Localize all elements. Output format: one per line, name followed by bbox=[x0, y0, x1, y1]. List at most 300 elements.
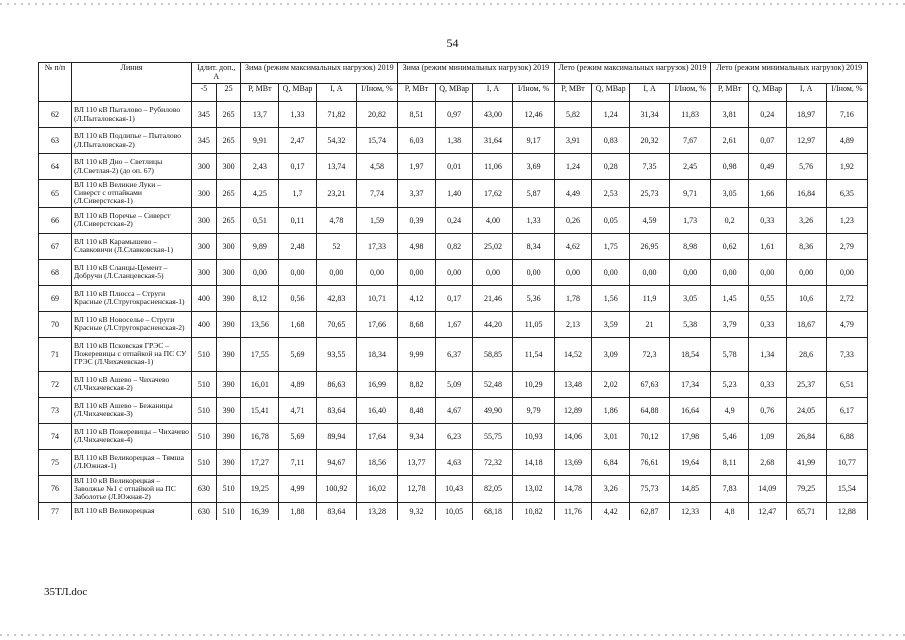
value-cell: 4,59 bbox=[630, 207, 670, 233]
value-cell: 4,58 bbox=[356, 154, 397, 180]
value-cell: 58,85 bbox=[473, 337, 513, 371]
row-number: 71 bbox=[39, 337, 72, 371]
table-row bbox=[39, 423, 868, 449]
line-name: ВЛ 110 кВ Ашево – Чихачево (Л.Чихачевская-2) bbox=[71, 371, 191, 397]
value-cell: 1,24 bbox=[554, 154, 592, 180]
value-cell: 4,42 bbox=[592, 503, 630, 520]
value-cell: 82,05 bbox=[473, 475, 513, 503]
value-cell: 6,51 bbox=[826, 371, 867, 397]
row-number: 64 bbox=[39, 154, 72, 180]
value-cell: 14,78 bbox=[554, 475, 592, 503]
line-name: ВЛ 110 кВ Дно – Светлицы (Л.Светлая-2) (до оп. 67) bbox=[71, 154, 191, 180]
value-cell: 3,91 bbox=[554, 128, 592, 154]
value-cell: 0,49 bbox=[748, 154, 786, 180]
row-number: 68 bbox=[39, 259, 72, 285]
value-cell: 0,82 bbox=[435, 233, 473, 259]
value-cell: 8,68 bbox=[398, 311, 436, 337]
subheader-cell: I, А bbox=[786, 84, 826, 102]
value-cell: 7,67 bbox=[670, 128, 711, 154]
value-cell: 1,59 bbox=[356, 207, 397, 233]
value-cell: 17,64 bbox=[356, 423, 397, 449]
idop-25: 390 bbox=[216, 337, 241, 371]
value-cell: 5,78 bbox=[711, 337, 749, 371]
value-cell: 6,03 bbox=[398, 128, 436, 154]
value-cell: 13,02 bbox=[513, 475, 554, 503]
value-cell: 2,47 bbox=[279, 128, 317, 154]
value-cell: 3,09 bbox=[592, 337, 630, 371]
value-cell: 5,36 bbox=[513, 285, 554, 311]
line-name: ВЛ 110 кВ Пыталово – Рубилово (Л.Пыталовская-1) bbox=[71, 102, 191, 128]
value-cell: 14,09 bbox=[748, 475, 786, 503]
value-cell: 15,74 bbox=[356, 128, 397, 154]
value-cell: 0,33 bbox=[748, 207, 786, 233]
value-cell: 0,00 bbox=[435, 259, 473, 285]
value-cell: 1,67 bbox=[435, 311, 473, 337]
value-cell: 1,86 bbox=[592, 397, 630, 423]
value-cell: 7,11 bbox=[279, 449, 317, 475]
value-cell: 1,23 bbox=[826, 207, 867, 233]
value-cell: 12,47 bbox=[748, 503, 786, 520]
subheader-cell: I/Iном, % bbox=[670, 84, 711, 102]
value-cell: 6,35 bbox=[826, 180, 867, 208]
value-cell: 14,18 bbox=[513, 449, 554, 475]
value-cell: 0,17 bbox=[435, 285, 473, 311]
value-cell: 0,24 bbox=[748, 102, 786, 128]
header-winter-max: Зима (режим максимальных нагрузок) 2019 bbox=[241, 63, 398, 84]
value-cell: 9,71 bbox=[670, 180, 711, 208]
value-cell: 1,34 bbox=[748, 337, 786, 371]
value-cell: 3,37 bbox=[398, 180, 436, 208]
header-summer-max: Лето (режим максимальных нагрузок) 2019 bbox=[554, 63, 711, 84]
value-cell: 18,67 bbox=[786, 311, 826, 337]
value-cell: 16,99 bbox=[356, 371, 397, 397]
value-cell: 1,56 bbox=[592, 285, 630, 311]
value-cell: 25,02 bbox=[473, 233, 513, 259]
value-cell: 1,61 bbox=[748, 233, 786, 259]
subheader-cell: P, МВт bbox=[554, 84, 592, 102]
idop-minus5: 630 bbox=[192, 475, 217, 503]
value-cell: 2,53 bbox=[592, 180, 630, 208]
value-cell: 20,82 bbox=[356, 102, 397, 128]
value-cell: 1,73 bbox=[670, 207, 711, 233]
idop-minus5: 510 bbox=[192, 371, 217, 397]
subheader-cell: Q, МВар bbox=[748, 84, 786, 102]
value-cell: 71,82 bbox=[316, 102, 356, 128]
value-cell: 25,37 bbox=[786, 371, 826, 397]
value-cell: 25,73 bbox=[630, 180, 670, 208]
table-row bbox=[39, 449, 868, 475]
value-cell: 3,01 bbox=[592, 423, 630, 449]
idop-25: 390 bbox=[216, 423, 241, 449]
idop-minus5: 300 bbox=[192, 207, 217, 233]
value-cell: 8,82 bbox=[398, 371, 436, 397]
line-name: ВЛ 110 кВ Сланцы-Цемент – Добручи (Л.Сланцевская-5) bbox=[71, 259, 191, 285]
value-cell: 5,82 bbox=[554, 102, 592, 128]
value-cell: 6,84 bbox=[592, 449, 630, 475]
value-cell: 70,65 bbox=[316, 311, 356, 337]
footer-filename: 35ТЛ.doc bbox=[44, 586, 88, 598]
scan-edge-top bbox=[0, 3, 905, 5]
value-cell: 26,95 bbox=[630, 233, 670, 259]
value-cell: 12,97 bbox=[786, 128, 826, 154]
value-cell: 5,69 bbox=[279, 423, 317, 449]
value-cell: 12,88 bbox=[826, 503, 867, 520]
header-num: № п/п bbox=[39, 63, 72, 102]
value-cell: 2,45 bbox=[670, 154, 711, 180]
value-cell: 72,32 bbox=[473, 449, 513, 475]
subheader-cell: I/Iном, % bbox=[826, 84, 867, 102]
value-cell: 21,46 bbox=[473, 285, 513, 311]
value-cell: 100,92 bbox=[316, 475, 356, 503]
value-cell: 17,66 bbox=[356, 311, 397, 337]
idop-minus5: 345 bbox=[192, 128, 217, 154]
value-cell: 26,84 bbox=[786, 423, 826, 449]
value-cell: 16,02 bbox=[356, 475, 397, 503]
line-name: ВЛ 110 кВ Ашево – Бежаницы (Л.Чихачевская-3) bbox=[71, 397, 191, 423]
row-number: 75 bbox=[39, 449, 72, 475]
value-cell: 16,84 bbox=[786, 180, 826, 208]
value-cell: 0,98 bbox=[711, 154, 749, 180]
value-cell: 3,26 bbox=[592, 475, 630, 503]
row-number: 69 bbox=[39, 285, 72, 311]
line-name: ВЛ 110 кВ Карамышево – Славковичи (Л.Славковская-1) bbox=[71, 233, 191, 259]
value-cell: 4,78 bbox=[316, 207, 356, 233]
line-name: ВЛ 110 кВ Псковская ГРЭС – Пожеревицы с отпайкой на ПС СУ ГРЭС (Л.Чихачевская-1) bbox=[71, 337, 191, 371]
value-cell: 0,55 bbox=[748, 285, 786, 311]
value-cell: 0,26 bbox=[554, 207, 592, 233]
value-cell: 4,00 bbox=[473, 207, 513, 233]
value-cell: 1,66 bbox=[748, 180, 786, 208]
value-cell: 7,74 bbox=[356, 180, 397, 208]
idop-minus5: 345 bbox=[192, 102, 217, 128]
line-name: ВЛ 110 кВ Подлипье – Пыталово (Л.Пыталовская-2) bbox=[71, 128, 191, 154]
value-cell: 10,05 bbox=[435, 503, 473, 520]
value-cell: 14,06 bbox=[554, 423, 592, 449]
value-cell: 3,69 bbox=[513, 154, 554, 180]
value-cell: 0,97 bbox=[435, 102, 473, 128]
value-cell: 86,63 bbox=[316, 371, 356, 397]
idop-25: 510 bbox=[216, 475, 241, 503]
value-cell: 9,91 bbox=[241, 128, 279, 154]
idop-25: 265 bbox=[216, 180, 241, 208]
value-cell: 4,8 bbox=[711, 503, 749, 520]
value-cell: 4,49 bbox=[554, 180, 592, 208]
value-cell: 3,05 bbox=[670, 285, 711, 311]
value-cell: 0,01 bbox=[435, 154, 473, 180]
row-number: 76 bbox=[39, 475, 72, 503]
value-cell: 0,00 bbox=[670, 259, 711, 285]
value-cell: 5,69 bbox=[279, 337, 317, 371]
value-cell: 55,75 bbox=[473, 423, 513, 449]
idop-minus5: 300 bbox=[192, 233, 217, 259]
idop-minus5: 300 bbox=[192, 259, 217, 285]
value-cell: 8,48 bbox=[398, 397, 436, 423]
value-cell: 83,64 bbox=[316, 397, 356, 423]
subheader-cell: I, А bbox=[630, 84, 670, 102]
value-cell: 16,40 bbox=[356, 397, 397, 423]
row-number: 73 bbox=[39, 397, 72, 423]
value-cell: 18,54 bbox=[670, 337, 711, 371]
idop-minus5: 300 bbox=[192, 154, 217, 180]
value-cell: 15,41 bbox=[241, 397, 279, 423]
value-cell: 1,40 bbox=[435, 180, 473, 208]
value-cell: 20,32 bbox=[630, 128, 670, 154]
value-cell: 9,79 bbox=[513, 397, 554, 423]
value-cell: 0,00 bbox=[826, 259, 867, 285]
value-cell: 5,76 bbox=[786, 154, 826, 180]
value-cell: 0,00 bbox=[241, 259, 279, 285]
table-row bbox=[39, 259, 868, 285]
row-number: 72 bbox=[39, 371, 72, 397]
value-cell: 11,83 bbox=[670, 102, 711, 128]
subheader-cell: P, МВт bbox=[398, 84, 436, 102]
idop-minus5: 300 bbox=[192, 180, 217, 208]
value-cell: 44,20 bbox=[473, 311, 513, 337]
value-cell: 2,02 bbox=[592, 371, 630, 397]
value-cell: 13,48 bbox=[554, 371, 592, 397]
value-cell: 0,11 bbox=[279, 207, 317, 233]
value-cell: 13,28 bbox=[356, 503, 397, 520]
value-cell: 0,05 bbox=[592, 207, 630, 233]
value-cell: 0,83 bbox=[592, 128, 630, 154]
value-cell: 7,33 bbox=[826, 337, 867, 371]
value-cell: 5,38 bbox=[670, 311, 711, 337]
value-cell: 13,7 bbox=[241, 102, 279, 128]
value-cell: 24,05 bbox=[786, 397, 826, 423]
value-cell: 9,32 bbox=[398, 503, 436, 520]
value-cell: 68,18 bbox=[473, 503, 513, 520]
header-line: Линия bbox=[71, 63, 191, 102]
value-cell: 13,77 bbox=[398, 449, 436, 475]
value-cell: 8,36 bbox=[786, 233, 826, 259]
value-cell: 9,34 bbox=[398, 423, 436, 449]
table-row bbox=[39, 337, 868, 371]
value-cell: 16,64 bbox=[670, 397, 711, 423]
value-cell: 1,33 bbox=[279, 102, 317, 128]
value-cell: 18,56 bbox=[356, 449, 397, 475]
value-cell: 42,83 bbox=[316, 285, 356, 311]
subheader-cell: I/Iном, % bbox=[356, 84, 397, 102]
value-cell: 0,62 bbox=[711, 233, 749, 259]
value-cell: 1,75 bbox=[592, 233, 630, 259]
value-cell: 67,63 bbox=[630, 371, 670, 397]
scan-edge-bottom bbox=[0, 634, 905, 636]
table-row bbox=[39, 475, 868, 503]
value-cell: 72,3 bbox=[630, 337, 670, 371]
subheader-cell: P, МВт bbox=[241, 84, 279, 102]
value-cell: 10,29 bbox=[513, 371, 554, 397]
value-cell: 0,00 bbox=[554, 259, 592, 285]
value-cell: 3,81 bbox=[711, 102, 749, 128]
value-cell: 1,68 bbox=[279, 311, 317, 337]
value-cell: 49,90 bbox=[473, 397, 513, 423]
value-cell: 14,85 bbox=[670, 475, 711, 503]
table-row bbox=[39, 180, 868, 208]
value-cell: 16,39 bbox=[241, 503, 279, 520]
value-cell: 0,00 bbox=[630, 259, 670, 285]
row-number: 63 bbox=[39, 128, 72, 154]
value-cell: 17,34 bbox=[670, 371, 711, 397]
value-cell: 19,64 bbox=[670, 449, 711, 475]
idop-25: 390 bbox=[216, 311, 241, 337]
idop-minus5: 510 bbox=[192, 337, 217, 371]
header-temp-minus5: -5 bbox=[192, 84, 217, 102]
value-cell: 2,43 bbox=[241, 154, 279, 180]
value-cell: 3,05 bbox=[711, 180, 749, 208]
table-body bbox=[39, 102, 868, 520]
value-cell: 12,46 bbox=[513, 102, 554, 128]
value-cell: 4,89 bbox=[279, 371, 317, 397]
header-temp-25: 25 bbox=[216, 84, 241, 102]
value-cell: 0,00 bbox=[316, 259, 356, 285]
value-cell: 0,00 bbox=[398, 259, 436, 285]
value-cell: 10,93 bbox=[513, 423, 554, 449]
value-cell: 8,12 bbox=[241, 285, 279, 311]
subheader-cell: I, А bbox=[316, 84, 356, 102]
idop-25: 510 bbox=[216, 503, 241, 520]
value-cell: 54,32 bbox=[316, 128, 356, 154]
value-cell: 2,68 bbox=[748, 449, 786, 475]
value-cell: 0,00 bbox=[356, 259, 397, 285]
value-cell: 0,17 bbox=[279, 154, 317, 180]
header-winter-min: Зима (режим минимальных нагрузок) 2019 bbox=[398, 63, 555, 84]
value-cell: 9,89 bbox=[241, 233, 279, 259]
value-cell: 0,76 bbox=[748, 397, 786, 423]
value-cell: 10,82 bbox=[513, 503, 554, 520]
header-summer-min: Лето (режим минимальных нагрузок) 2019 bbox=[711, 63, 868, 84]
value-cell: 5,23 bbox=[711, 371, 749, 397]
value-cell: 3,26 bbox=[786, 207, 826, 233]
subheader-cell: I/Iном, % bbox=[513, 84, 554, 102]
table-row bbox=[39, 503, 868, 520]
value-cell: 9,99 bbox=[398, 337, 436, 371]
subheader-cell: Q, МВар bbox=[435, 84, 473, 102]
value-cell: 0,24 bbox=[435, 207, 473, 233]
value-cell: 93,55 bbox=[316, 337, 356, 371]
value-cell: 1,45 bbox=[711, 285, 749, 311]
value-cell: 62,87 bbox=[630, 503, 670, 520]
row-number: 66 bbox=[39, 207, 72, 233]
value-cell: 2,79 bbox=[826, 233, 867, 259]
idop-25: 390 bbox=[216, 397, 241, 423]
value-cell: 7,83 bbox=[711, 475, 749, 503]
value-cell: 4,89 bbox=[826, 128, 867, 154]
value-cell: 1,09 bbox=[748, 423, 786, 449]
value-cell: 31,34 bbox=[630, 102, 670, 128]
idop-25: 265 bbox=[216, 207, 241, 233]
value-cell: 6,23 bbox=[435, 423, 473, 449]
value-cell: 2,13 bbox=[554, 311, 592, 337]
idop-25: 265 bbox=[216, 128, 241, 154]
table-row bbox=[39, 311, 868, 337]
table-row bbox=[39, 397, 868, 423]
value-cell: 0,07 bbox=[748, 128, 786, 154]
value-cell: 65,71 bbox=[786, 503, 826, 520]
value-cell: 16,78 bbox=[241, 423, 279, 449]
value-cell: 13,74 bbox=[316, 154, 356, 180]
value-cell: 23,21 bbox=[316, 180, 356, 208]
line-name: ВЛ 110 кВ Поречье – Сиверст (Л.Сиверстская-2) bbox=[71, 207, 191, 233]
value-cell: 1,88 bbox=[279, 503, 317, 520]
value-cell: 0,00 bbox=[748, 259, 786, 285]
value-cell: 41,99 bbox=[786, 449, 826, 475]
value-cell: 4,79 bbox=[826, 311, 867, 337]
value-cell: 0,2 bbox=[711, 207, 749, 233]
value-cell: 16,01 bbox=[241, 371, 279, 397]
value-cell: 0,56 bbox=[279, 285, 317, 311]
value-cell: 31,64 bbox=[473, 128, 513, 154]
value-cell: 14,52 bbox=[554, 337, 592, 371]
idop-25: 265 bbox=[216, 102, 241, 128]
value-cell: 3,79 bbox=[711, 311, 749, 337]
line-name: ВЛ 110 кВ Великорецкая – Тямша (Л.Южная-1) bbox=[71, 449, 191, 475]
value-cell: 6,17 bbox=[826, 397, 867, 423]
value-cell: 11,76 bbox=[554, 503, 592, 520]
idop-minus5: 400 bbox=[192, 311, 217, 337]
value-cell: 17,27 bbox=[241, 449, 279, 475]
table-row bbox=[39, 233, 868, 259]
value-cell: 10,6 bbox=[786, 285, 826, 311]
idop-25: 300 bbox=[216, 233, 241, 259]
idop-25: 390 bbox=[216, 285, 241, 311]
line-name: ВЛ 110 кВ Великорецкая – Заволжье №1 с отпайкой на ПС Заболотье (Л.Южная-2) bbox=[71, 475, 191, 503]
subheader-cell: I, А bbox=[473, 84, 513, 102]
idop-25: 390 bbox=[216, 449, 241, 475]
value-cell: 6,88 bbox=[826, 423, 867, 449]
row-number: 70 bbox=[39, 311, 72, 337]
value-cell: 76,61 bbox=[630, 449, 670, 475]
line-load-table bbox=[38, 62, 868, 520]
idop-minus5: 630 bbox=[192, 503, 217, 520]
value-cell: 21 bbox=[630, 311, 670, 337]
table-row bbox=[39, 154, 868, 180]
value-cell: 4,62 bbox=[554, 233, 592, 259]
value-cell: 4,67 bbox=[435, 397, 473, 423]
value-cell: 8,11 bbox=[711, 449, 749, 475]
value-cell: 8,98 bbox=[670, 233, 711, 259]
value-cell: 11,05 bbox=[513, 311, 554, 337]
value-cell: 89,94 bbox=[316, 423, 356, 449]
value-cell: 3,59 bbox=[592, 311, 630, 337]
idop-25: 300 bbox=[216, 154, 241, 180]
value-cell: 1,24 bbox=[592, 102, 630, 128]
value-cell: 0,00 bbox=[711, 259, 749, 285]
value-cell: 1,7 bbox=[279, 180, 317, 208]
value-cell: 5,46 bbox=[711, 423, 749, 449]
value-cell: 0,33 bbox=[748, 311, 786, 337]
value-cell: 17,62 bbox=[473, 180, 513, 208]
idop-minus5: 400 bbox=[192, 285, 217, 311]
value-cell: 4,25 bbox=[241, 180, 279, 208]
value-cell: 0,00 bbox=[786, 259, 826, 285]
value-cell: 5,87 bbox=[513, 180, 554, 208]
idop-25: 300 bbox=[216, 259, 241, 285]
value-cell: 64,88 bbox=[630, 397, 670, 423]
table-row bbox=[39, 371, 868, 397]
value-cell: 11,54 bbox=[513, 337, 554, 371]
value-cell: 0,00 bbox=[279, 259, 317, 285]
subheader-cell: Q, МВар bbox=[279, 84, 317, 102]
value-cell: 1,38 bbox=[435, 128, 473, 154]
idop-minus5: 510 bbox=[192, 423, 217, 449]
value-cell: 7,35 bbox=[630, 154, 670, 180]
table-row bbox=[39, 102, 868, 128]
value-cell: 1,97 bbox=[398, 154, 436, 180]
line-name: ВЛ 110 кВ Плюсса – Струги Красные (Л.Стругокрасненская-1) bbox=[71, 285, 191, 311]
line-name: ВЛ 110 кВ Великие Луки – Сиверст с отпайками (Л.Сиверстская-1) bbox=[71, 180, 191, 208]
value-cell: 83,64 bbox=[316, 503, 356, 520]
value-cell: 4,99 bbox=[279, 475, 317, 503]
